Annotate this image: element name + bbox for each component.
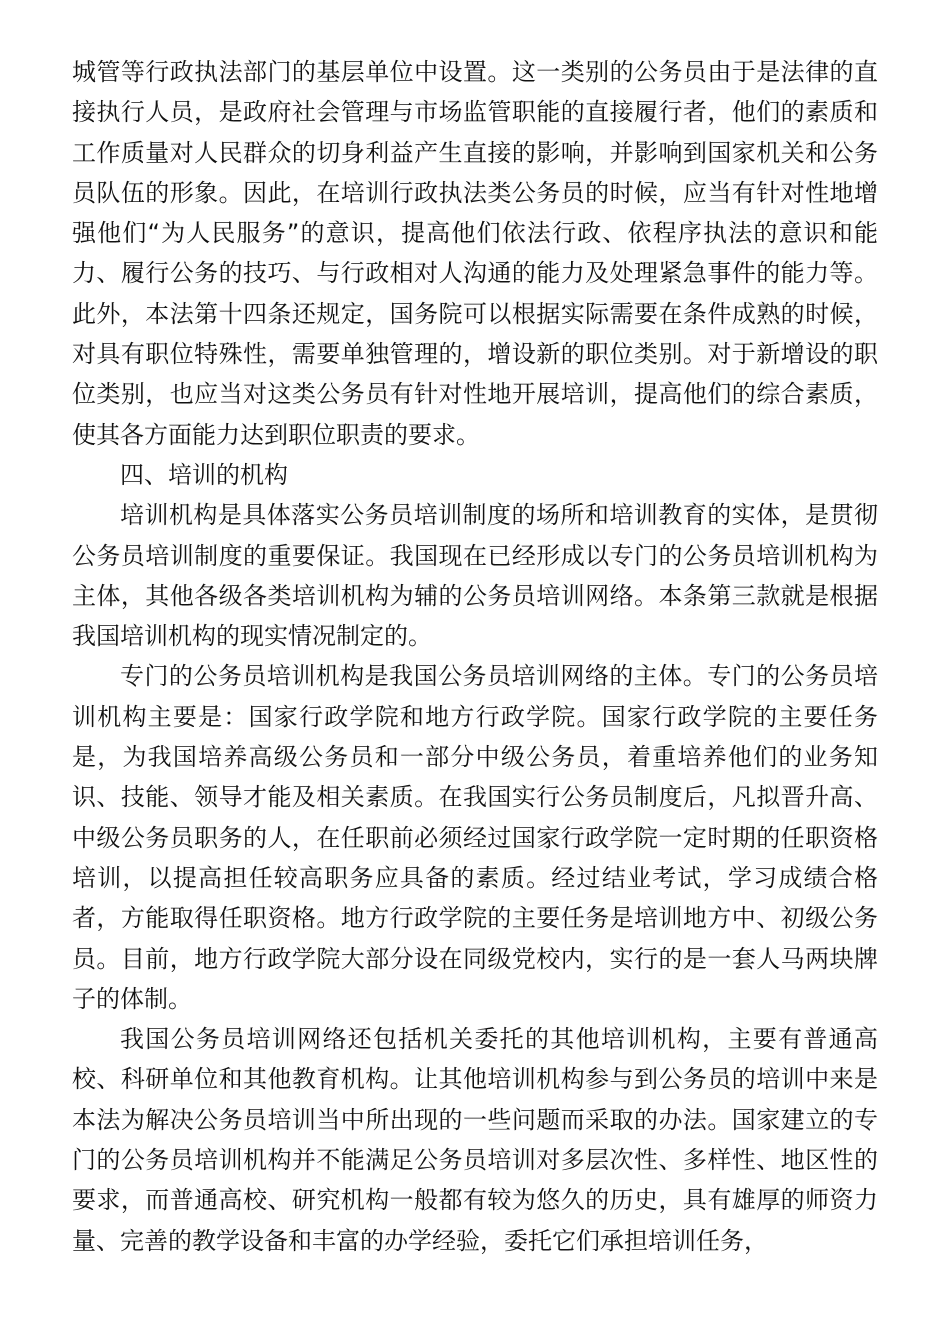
body-paragraph-4: 我国公务员培训网络还包括机关委托的其他培训机构，主要有普通高校、科研单位和其他教育机构。让其他培训机构参与到公务员的培训中来是本法为解决公务员培训当中所出现的一些问题而采取的办法。国家建立的专门的公务员培训机构并不能满足公务员培训对多层次性、多样性、地区性的要求，而普通高校、研究机构一般都有较为悠久的历史，具有雄厚的师资力量、完善的教学设备和丰富的办学经验，委托它们承担培训任务， (72, 1025, 878, 1255)
body-paragraph-3: 专门的公务员培训机构是我国公务员培训网络的主体。专门的公务员培训机构主要是：国家行政学院和地方行政学院。国家行政学院的主要任务是，为我国培养高级公务员和一部分中级公务员，着重培养他们的业务知识、技能、领导才能及相关素质。在我国实行公务员制度后，凡拟晋升高、中级公务员职务的人，在任职前必须经过国家行政学院一定时期的任职资格培训，以提高担任较高职务应具备的素质。经过结业考试，学习成绩合格者，方能取得任职资格。地方行政学院的主要任务是培训地方中、初级公务员。目前，地方行政学院大部分设在同级党校内，实行的是一套人马两块牌子的体制。 (72, 662, 878, 1013)
section-heading-training-institutions: 四、培训的机构 (120, 460, 288, 489)
body-paragraph-2: 培训机构是具体落实公务员培训制度的场所和培训教育的实体，是贯彻公务员培训制度的重要保证。我国现在已经形成以专门的公务员培训机构为主体，其他各级各类培训机构为辅的公务员培训网络。本条第三款就是根据我国培训机构的现实情况制定的。 (72, 501, 878, 651)
body-paragraph-1: 城管等行政执法部门的基层单位中设置。这一类别的公务员由于是法律的直接执行人员，是政府社会管理与市场监管职能的直接履行者，他们的素质和工作质量对人民群众的切身利益产生直接的影响，并影响到国家机关和公务员队伍的形象。因此，在培训行政执法类公务员的时候，应当有针对性地增强他们“为人民服务”的意识，提高他们依法行政、依程序执法的意识和能力、履行公务的技巧、与行政相对人沟通的能力及处理紧急事件的能力等。此外，本法第十四条还规定，国务院可以根据实际需要在条件成熟的时候，对具有职位特殊性，需要单独管理的，增设新的职位类别。对于新增设的职位类别，也应当对这类公务员有针对性地开展培训，提高他们的综合素质，使其各方面能力达到职位职责的要求。 (72, 58, 878, 449)
document-page (72, 52, 878, 1261)
